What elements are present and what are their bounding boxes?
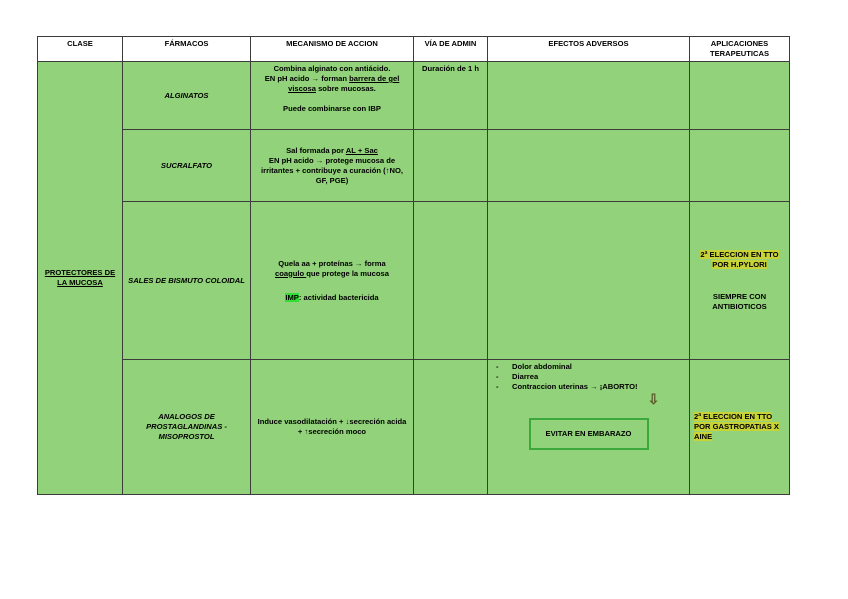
farmaco-misoprostol-label: ANALOGOS DE PROSTAGLANDINAS - MISOPROSTOL [146, 412, 227, 441]
farmaco-misoprostol [123, 360, 251, 495]
mec-alginatos-underline: barrera de gel viscosa [288, 74, 400, 93]
header-via: VÍA DE ADMIN [414, 37, 488, 62]
table-row-misoprostol [38, 360, 790, 495]
apl-bismuto-highlight: 2ª ELECCION EN TTO POR H.PYLORI [700, 249, 779, 269]
efectos-bismuto [488, 202, 690, 360]
aplicaciones-bismuto [690, 202, 790, 360]
mec-bismuto-line1: Quela aa + proteínas → forma [278, 258, 386, 268]
farmaco-bismuto-label: SALES DE BISMUTO COLOIDAL [128, 275, 245, 285]
mec-sucralfato-text-a: Sal formada por [286, 145, 346, 155]
pharmacology-table [37, 36, 790, 495]
farmaco-sucralfato [123, 130, 251, 202]
mec-alginatos-line2 [255, 74, 409, 94]
mec-bismuto-text: que protege la mucosa [306, 268, 389, 278]
clase-label: PROTECTORES DE LA MUCOSA [44, 268, 116, 287]
mec-alginatos-text-c: sobre mucosas. [315, 84, 376, 93]
mec-sucralfato-line2: EN pH acido → protege mucosa de irritantes + contribuye a curación (↑NO, GF, PGE) [261, 155, 403, 185]
warning-box [529, 418, 649, 450]
table-row-alginatos [38, 62, 790, 130]
list-item: - Dolor abdominal [492, 362, 685, 372]
header-efectos: EFECTOS ADVERSOS [488, 37, 690, 62]
imp-text: : actividad bactericida [298, 292, 379, 302]
header-farmacos: FÁRMACOS [123, 37, 251, 62]
via-alginatos [414, 62, 488, 130]
farmaco-bismuto [123, 202, 251, 360]
header-mecanismo: MECANISMO DE ACCION [251, 37, 414, 62]
mec-sucralfato-line1 [255, 146, 409, 156]
via-alginatos-label: Duración de 1 h [422, 64, 479, 73]
farmaco-alginatos-label: ALGINATOS [164, 90, 209, 100]
efectos-sucralfato [488, 130, 690, 202]
via-sucralfato [414, 130, 488, 202]
list-item: - Diarrea [492, 372, 685, 382]
farmaco-sucralfato-label: SUCRALFATO [160, 160, 213, 170]
clase-cell [38, 62, 123, 495]
mec-misoprostol-text: Induce vasodilatación + ↓secreción acida + ↑secreción moco [257, 417, 407, 436]
mec-alginatos-line3: Puede combinarse con IBP [283, 104, 381, 113]
mec-bismuto-imp-line [255, 293, 409, 303]
mec-alginatos-line1: Combina alginato con antiácido. [273, 64, 391, 73]
header-clase: CLASE [38, 37, 123, 62]
mecanismo-misoprostol [251, 360, 414, 495]
mecanismo-sucralfato [251, 130, 414, 202]
mec-sucralfato-underline: AL + Sac [345, 145, 378, 155]
header-aplicaciones: APLICACIONES TERAPEUTICAS [690, 37, 790, 62]
warning-text: EVITAR EN EMBARAZO [545, 429, 632, 438]
via-bismuto [414, 202, 488, 360]
efectos-list [492, 362, 685, 392]
aplicaciones-alginatos [690, 62, 790, 130]
aplicaciones-misoprostol [690, 360, 790, 495]
mec-bismuto-line2 [255, 269, 409, 279]
mecanismo-alginatos [251, 62, 414, 130]
apl-misoprostol-highlight: 2ª ELECCION EN TTO POR GASTROPATIAS X AINE [694, 412, 779, 441]
apl-bismuto-line1 [694, 250, 785, 270]
header-row [38, 37, 790, 62]
mecanismo-bismuto [251, 202, 414, 360]
aplicaciones-sucralfato [690, 130, 790, 202]
farmaco-alginatos [123, 62, 251, 130]
imp-highlight: IMP [285, 292, 299, 302]
list-item: - Contraccion uterinas → ¡ABORTO! [492, 382, 685, 392]
arrow-down-icon: ⇩ [647, 391, 660, 407]
mec-bismuto-underline: coagulo [275, 268, 307, 278]
efectos-alginatos [488, 62, 690, 130]
mec-alginatos-text-a: EN pH acido → forman [264, 74, 350, 83]
table-row-bismuto [38, 202, 790, 360]
table-row-sucralfato [38, 130, 790, 202]
apl-bismuto-line2: SIEMPRE CON ANTIBIOTICOS [712, 291, 767, 311]
via-misoprostol [414, 360, 488, 495]
efectos-misoprostol [488, 360, 690, 495]
